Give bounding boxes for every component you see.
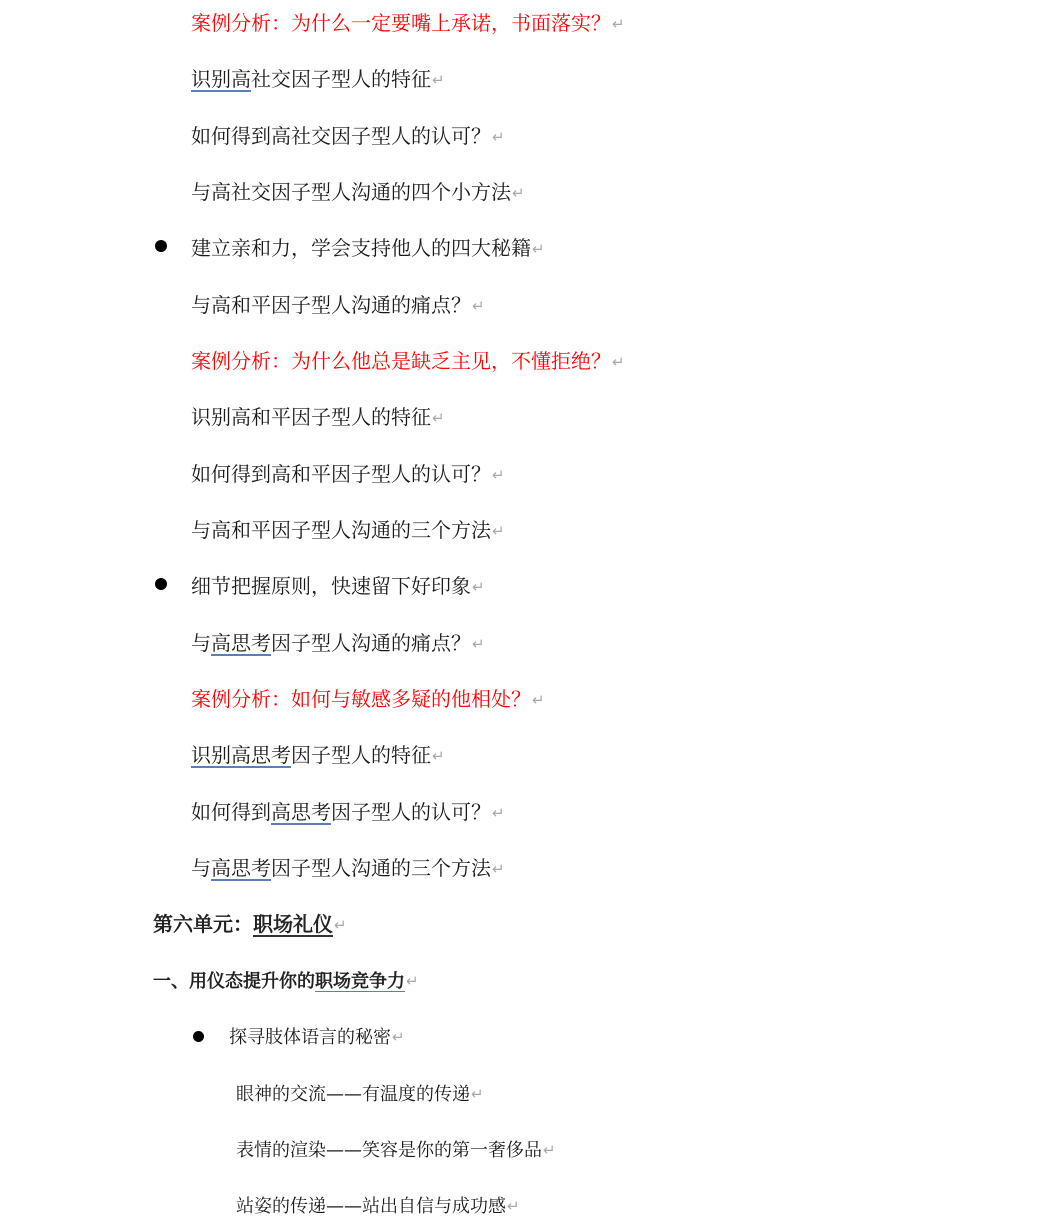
section-heading — [153, 967, 419, 995]
paragraph-mark-icon: ↵ — [492, 522, 505, 540]
paragraph-mark-icon: ↵ — [612, 15, 625, 33]
paragraph-mark-icon: ↵ — [432, 747, 445, 765]
paragraph-mark-icon: ↵ — [543, 1141, 556, 1159]
line-text: 案例分析：为什么一定要嘴上承诺，书面落实？ — [191, 11, 611, 35]
underlined-term: 高思考 — [211, 631, 271, 655]
bullet-icon — [193, 1031, 204, 1042]
paragraph-mark-icon: ↵ — [532, 691, 545, 709]
line-text: 因子型人的特征 — [291, 743, 431, 767]
line-text: 案例分析：为什么他总是缺乏主见，不懂拒绝？ — [191, 349, 611, 373]
outline-line — [236, 1080, 484, 1108]
paragraph-mark-icon: ↵ — [406, 972, 419, 990]
underlined-term: 识别高思考 — [191, 743, 291, 767]
outline-line — [191, 178, 525, 206]
paragraph-mark-icon: ↵ — [432, 409, 445, 427]
underlined-term: 高思考 — [211, 856, 271, 880]
outline-line — [236, 1192, 520, 1220]
line-text: 因子型人沟通的痛点？ — [271, 631, 471, 655]
line-text: 表情的渲染——笑容是你的第一奢侈品 — [236, 1140, 542, 1161]
unit-heading — [153, 910, 347, 938]
paragraph-mark-icon: ↵ — [492, 804, 505, 822]
paragraph-mark-icon: ↵ — [471, 1085, 484, 1103]
outline-line — [191, 516, 505, 544]
line-text: 细节把握原则，快速留下好印象 — [191, 574, 471, 598]
line-text: 与高和平因子型人沟通的痛点？ — [191, 293, 471, 317]
line-text: 如何得到高和平因子型人的认可？ — [191, 462, 491, 486]
paragraph-mark-icon: ↵ — [492, 860, 505, 878]
underlined-term: 识别高 — [191, 67, 251, 91]
outline-line — [191, 403, 445, 431]
bullet-line — [191, 234, 545, 262]
outline-line — [191, 741, 445, 769]
paragraph-mark-icon: ↵ — [612, 353, 625, 371]
line-prefix: 与 — [191, 631, 211, 655]
outline-line — [191, 798, 505, 826]
line-prefix: 与 — [191, 856, 211, 880]
paragraph-mark-icon: ↵ — [472, 297, 485, 315]
line-text: 案例分析：如何与敏感多疑的他相处？ — [191, 687, 531, 711]
line-text: 与高社交因子型人沟通的四个小方法 — [191, 180, 511, 204]
paragraph-mark-icon: ↵ — [512, 184, 525, 202]
line-text: 站姿的传递——站出自信与成功感 — [236, 1196, 506, 1217]
case-analysis-line — [191, 685, 545, 713]
paragraph-mark-icon: ↵ — [392, 1028, 405, 1046]
bullet-icon — [155, 240, 167, 252]
line-text: 眼神的交流——有温度的传递 — [236, 1084, 470, 1105]
outline-line — [236, 1136, 556, 1164]
heading-term: 职场礼仪 — [253, 912, 333, 936]
paragraph-mark-icon: ↵ — [492, 466, 505, 484]
case-analysis-line — [191, 347, 625, 375]
line-text: 与高和平因子型人沟通的三个方法 — [191, 518, 491, 542]
outline-line — [191, 291, 485, 319]
line-text: 探寻肢体语言的秘密 — [229, 1027, 391, 1048]
line-text: 建立亲和力，学会支持他人的四大秘籍 — [191, 236, 531, 260]
line-text: 因子型人沟通的三个方法 — [271, 856, 491, 880]
outline-line — [191, 460, 505, 488]
bullet-line — [191, 572, 485, 600]
line-text: 识别高和平因子型人的特征 — [191, 405, 431, 429]
bullet-line — [229, 1023, 405, 1051]
paragraph-mark-icon: ↵ — [334, 916, 347, 934]
paragraph-mark-icon: ↵ — [507, 1197, 520, 1215]
outline-line — [191, 65, 445, 93]
heading-prefix: 第六单元： — [153, 912, 253, 936]
paragraph-mark-icon: ↵ — [432, 71, 445, 89]
line-text: 社交因子型人的特征 — [251, 67, 431, 91]
paragraph-mark-icon: ↵ — [472, 578, 485, 596]
heading-term: 职场竞争力 — [315, 971, 405, 992]
paragraph-mark-icon: ↵ — [472, 635, 485, 653]
underlined-term: 高思考 — [271, 800, 331, 824]
outline-line — [191, 854, 505, 882]
line-text: 如何得到高社交因子型人的认可？ — [191, 124, 491, 148]
paragraph-mark-icon: ↵ — [532, 240, 545, 258]
bullet-icon — [155, 578, 167, 590]
heading-prefix: 一、用仪态提升你的 — [153, 971, 315, 992]
paragraph-mark-icon: ↵ — [492, 128, 505, 146]
line-prefix: 如何得到 — [191, 800, 271, 824]
case-analysis-line — [191, 9, 625, 37]
outline-line — [191, 629, 485, 657]
line-text: 因子型人的认可？ — [331, 800, 491, 824]
outline-line — [191, 122, 505, 150]
